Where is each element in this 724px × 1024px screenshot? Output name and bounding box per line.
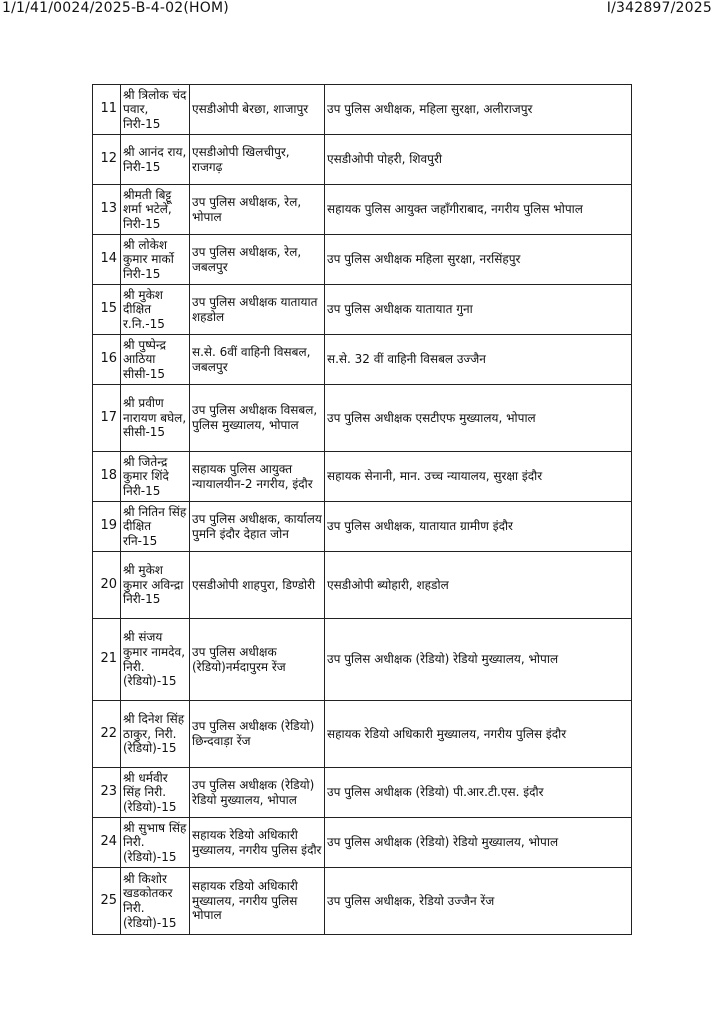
- officer-name: श्री सुभाष सिंह निरी. (रेडियो)-15: [121, 818, 190, 868]
- officer-name: श्री त्रिलोक चंद पवार, निरी-15: [121, 85, 190, 135]
- table-row: [93, 335, 632, 385]
- serial-number: 21: [93, 619, 121, 701]
- serial-number: 25: [93, 868, 121, 935]
- current-posting: सहायक रेडियो अधिकारी मुख्यालय, नगरीय पुलिस इंदौर: [190, 818, 325, 868]
- new-posting: उप पुलिस अधीक्षक, रेडियो उज्जैन रेंज: [325, 868, 632, 935]
- table-row: [93, 701, 632, 768]
- table-row: [93, 452, 632, 502]
- document-header: [0, 0, 724, 22]
- serial-number: 22: [93, 701, 121, 768]
- serial-number: 13: [93, 185, 121, 235]
- table-row: [93, 502, 632, 552]
- new-posting: सहायक सेनानी, मान. उच्च न्यायालय, सुरक्षा इंदौर: [325, 452, 632, 502]
- current-posting: एसडीओपी शाहपुरा, डिण्डोरी: [190, 552, 325, 619]
- file-reference: 1/1/41/0024/2025-B-4-02(HOM): [2, 0, 229, 16]
- serial-number: 11: [93, 85, 121, 135]
- table-row: [93, 285, 632, 335]
- table-row: [93, 619, 632, 701]
- officer-name: श्री मुकेश दीक्षित र.नि.-15: [121, 285, 190, 335]
- table-row: [93, 385, 632, 452]
- new-posting: सहायक रेडियो अधिकारी मुख्यालय, नगरीय पुलिस इंदौर: [325, 701, 632, 768]
- new-posting: सहायक पुलिस आयुक्त जहाँगीराबाद, नगरीय पुलिस भोपाल: [325, 185, 632, 235]
- current-posting: एसडीओपी खिलचीपुर, राजगढ़: [190, 135, 325, 185]
- serial-number: 20: [93, 552, 121, 619]
- transfer-table: [92, 84, 632, 935]
- current-posting: एसडीओपी बेरछा, शाजापुर: [190, 85, 325, 135]
- serial-number: 18: [93, 452, 121, 502]
- serial-number: 16: [93, 335, 121, 385]
- new-posting: स.से. 32 वीं वाहिनी विसबल उज्जैन: [325, 335, 632, 385]
- table-row: [93, 235, 632, 285]
- current-posting: उप पुलिस अधीक्षक (रेडियो) रेडियो मुख्यालय, भोपाल: [190, 768, 325, 818]
- current-posting: उप पुलिस अधीक्षक यातायात शहडोल: [190, 285, 325, 335]
- serial-number: 14: [93, 235, 121, 285]
- officer-name: श्री दिनेश सिंह ठाकुर, निरी. (रेडियो)-15: [121, 701, 190, 768]
- table-row: [93, 135, 632, 185]
- new-posting: उप पुलिस अधीक्षक महिला सुरक्षा, नरसिंहपुर: [325, 235, 632, 285]
- current-posting: उप पुलिस अधीक्षक विसबल, पुलिस मुख्यालय, भोपाल: [190, 385, 325, 452]
- serial-number: 19: [93, 502, 121, 552]
- new-posting: उप पुलिस अधीक्षक (रेडियो) रेडियो मुख्यालय, भोपाल: [325, 619, 632, 701]
- current-posting: उप पुलिस अधीक्षक (रेडियो)नर्मदापुरम रेंज: [190, 619, 325, 701]
- serial-number: 24: [93, 818, 121, 868]
- officer-name: श्री धर्मवीर सिंह निरी. (रेडियो)-15: [121, 768, 190, 818]
- table-row: [93, 818, 632, 868]
- current-posting: उप पुलिस अधीक्षक (रेडियो) छिन्दवाड़ा रेंज: [190, 701, 325, 768]
- officer-name: श्री लोकेश कुमार मार्को निरी-15: [121, 235, 190, 285]
- new-posting: एसडीओपी ब्योहारी, शहडोल: [325, 552, 632, 619]
- table-row: [93, 185, 632, 235]
- new-posting: उप पुलिस अधीक्षक, यातायात ग्रामीण इंदौर: [325, 502, 632, 552]
- current-posting: उप पुलिस अधीक्षक, रेल, भोपाल: [190, 185, 325, 235]
- new-posting: उप पुलिस अधीक्षक (रेडियो) पी.आर.टी.एस. इंदौर: [325, 768, 632, 818]
- officer-name: श्री संजय कुमार नामदेव, निरी. (रेडियो)-15: [121, 619, 190, 701]
- current-posting: सहायक पुलिस आयुक्त न्यायालयीन-2 नगरीय, इंदौर: [190, 452, 325, 502]
- officer-name: श्री किशोर खडकोतकर निरी. (रेडियो)-15: [121, 868, 190, 935]
- officer-name: श्री मुकेश कुमार अविन्द्रा निरी-15: [121, 552, 190, 619]
- current-posting: उप पुलिस अधीक्षक, रेल, जबलपुर: [190, 235, 325, 285]
- new-posting: उप पुलिस अधीक्षक यातायात गुना: [325, 285, 632, 335]
- new-posting: उप पुलिस अधीक्षक (रेडियो) रेडियो मुख्यालय, भोपाल: [325, 818, 632, 868]
- serial-number: 15: [93, 285, 121, 335]
- officer-name: श्री नितिन सिंह दीक्षित रनि-15: [121, 502, 190, 552]
- serial-number: 12: [93, 135, 121, 185]
- officer-name: श्रीमती बिट्टू शर्मा भटेले, निरी-15: [121, 185, 190, 235]
- officer-name: श्री जितेन्द्र कुमार शिंदे निरी-15: [121, 452, 190, 502]
- table-row: [93, 868, 632, 935]
- current-posting: सहायक रडियो अधिकारी मुख्यालय, नगरीय पुलिस भोपाल: [190, 868, 325, 935]
- officer-name: श्री पुष्पेन्द्र आठिया सीसी-15: [121, 335, 190, 385]
- current-posting: उप पुलिस अधीक्षक, कार्यालय पुमनि इंदौर देहात जोन: [190, 502, 325, 552]
- new-posting: एसडीओपी पोहरी, शिवपुरी: [325, 135, 632, 185]
- table-row: [93, 768, 632, 818]
- new-posting: उप पुलिस अधीक्षक एसटीएफ मुख्यालय, भोपाल: [325, 385, 632, 452]
- serial-number: 23: [93, 768, 121, 818]
- new-posting: उप पुलिस अधीक्षक, महिला सुरक्षा, अलीराजपुर: [325, 85, 632, 135]
- officer-name: श्री आनंद राय, निरी-15: [121, 135, 190, 185]
- serial-number: 17: [93, 385, 121, 452]
- officer-name: श्री प्रवीण नारायण बघेल, सीसी-15: [121, 385, 190, 452]
- table-row: [93, 552, 632, 619]
- current-posting: स.से. 6वीं वाहिनी विसबल, जबलपुर: [190, 335, 325, 385]
- table-row: [93, 85, 632, 135]
- receipt-number: I/342897/2025: [606, 0, 712, 16]
